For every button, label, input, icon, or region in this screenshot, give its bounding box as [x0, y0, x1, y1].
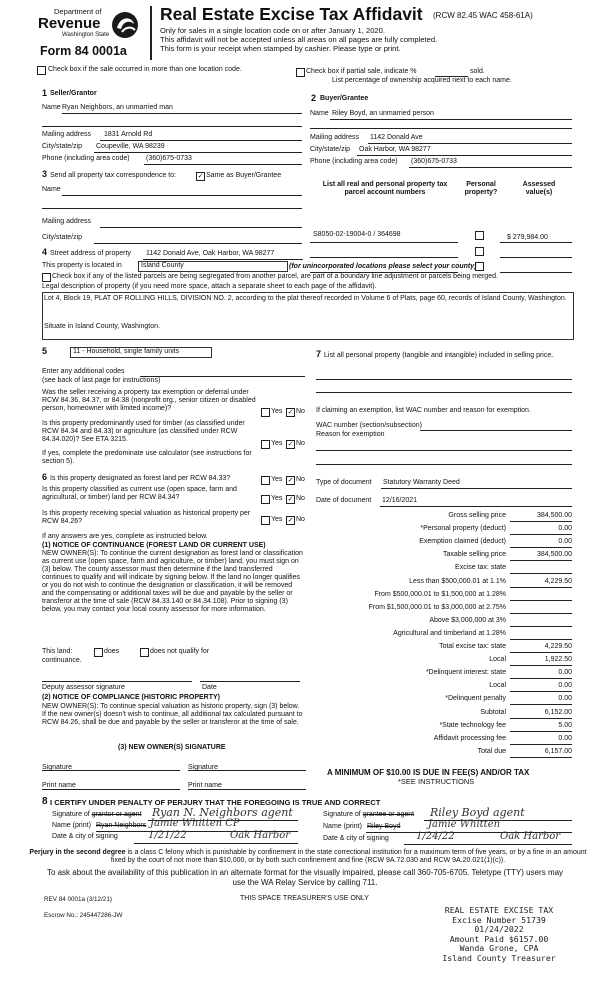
buyer-phone-line [409, 167, 572, 168]
legal-description-label: Legal description of property (if you need more space, attach a separate sheet to each page of the affidavit). [42, 283, 377, 290]
calc-value[interactable]: 384,500.00 [536, 551, 572, 559]
calc-label: Above $3,000,000 at 3% [429, 616, 506, 624]
deputy-date-label: Date [202, 684, 217, 691]
parcel-line-2 [310, 257, 458, 258]
calc-value-line [510, 573, 572, 574]
seller-name-line [62, 113, 302, 114]
buyer-name[interactable]: Riley Boyd, an unmarried person [332, 110, 434, 117]
this-land-label: This land: [42, 648, 73, 655]
calc-label: Total excise tax: state [439, 643, 506, 650]
grantor-city[interactable]: Oak Harbor [230, 830, 291, 841]
grantee-date[interactable]: 1/24/22 [416, 831, 455, 842]
grantee-signature[interactable]: Riley Boyd agent [430, 806, 525, 819]
stamp-line: Excise Number 51739 [452, 914, 546, 925]
header-line-3: This form is your receipt when stamped by cashier. Please type or print. [160, 44, 401, 53]
additional-codes-label: Enter any additional codes [42, 368, 125, 375]
stamp-line: 01/24/2022 [474, 924, 524, 934]
grantee-city[interactable]: Oak Harbor [500, 831, 561, 842]
grantee-date-label: Date & city of signing [323, 835, 389, 842]
logo-state: Washington State [62, 32, 110, 38]
buyer-city[interactable]: Oak Harbor, WA 98277 [359, 146, 431, 153]
calc-value[interactable]: 384,500.00 [536, 512, 572, 519]
header-line-2: This affidavit will not be accepted unless all areas on all pages are fully completed. [160, 35, 438, 44]
sec3-name-line-2 [42, 208, 302, 209]
legal-description-situate: Situate in Island County, Washington. [44, 323, 160, 330]
personal-property-list-label: List all personal property (tangible and intangible) included in selling price. [324, 352, 554, 359]
treasurer-only: THIS SPACE TREASURER'S USE ONLY [240, 895, 369, 902]
sec5-q2-yes-label: Yes [271, 440, 283, 447]
calc-value-line [510, 731, 572, 732]
calc-value-line [510, 626, 572, 627]
deputy-date-line [200, 681, 300, 682]
logo-name: Revenue [38, 15, 101, 32]
seller-city-line [94, 152, 302, 153]
parcel-line-1 [310, 242, 458, 243]
calc-value-line [510, 587, 572, 588]
calc-value-line [510, 691, 572, 692]
sec3-mailing-label: Mailing address [42, 218, 92, 225]
sec6-q1-yes-label: Yes [271, 476, 283, 483]
sec3-name-label: Name [42, 186, 61, 193]
calc-label: *Delinquent interest: state [425, 669, 506, 677]
calc-value[interactable]: 5.00 [558, 721, 572, 729]
same-as-buyer-label: Same as Buyer/Grantee [206, 172, 282, 179]
calc-value-line [510, 757, 572, 758]
stamp-line: Island County Treasurer [442, 952, 556, 963]
ownership-note: List percentage of ownership acquired next to each name. [332, 77, 512, 84]
notice1-title: (1) NOTICE OF CONTINUANCE (FOREST LAND OR CURRENT USE) [42, 542, 266, 549]
county-select[interactable]: Island County [138, 261, 288, 272]
grantee-sig-strike: grantee or agent [362, 811, 415, 818]
calc-label: Exemption claimed (deduct) [419, 538, 506, 546]
calc-label: Gross selling price [448, 512, 506, 519]
calc-value-line [510, 534, 572, 535]
stamp-line: REAL ESTATE EXCISE TAX [444, 905, 554, 915]
buyer-name-line [330, 119, 572, 120]
personal-property-checkbox-1[interactable] [475, 231, 484, 240]
legal-description-box[interactable] [42, 292, 574, 340]
county-note: (for unincorporated locations please select your county) [289, 263, 477, 270]
sec5-q1-no-label: No [296, 408, 305, 415]
sec5-q2-no-label: No [296, 440, 305, 447]
sec6-q1: Is this property designated as forest land per RCW 84.33? [50, 475, 231, 482]
see-back-note: (see back of last page for instructions) [42, 377, 161, 384]
sec6-q1-no-label: No [296, 476, 305, 483]
notice2-body: NEW OWNER(S): To continue special valuation as historic property, sign (3) below. If the new owner(s) doesn't wish to continue, all additional tax calculated pursuant to RCW 84.26, shall be due and payable by the seller or transferor at the time of sale. [42, 703, 303, 726]
land-does-not-label: does not qualify for [150, 648, 210, 655]
multi-location-checkbox[interactable] [37, 66, 46, 75]
land-use-code-select[interactable]: 11 - Household, single family units [70, 347, 212, 358]
assessed-line-1 [500, 242, 572, 243]
seller-name-line-2 [42, 126, 302, 127]
calc-label: *State technology fee [439, 721, 506, 729]
land-does-checkbox[interactable] [94, 648, 103, 657]
assessed-line-2 [500, 257, 572, 258]
sec6-q2-yes-checkbox[interactable] [261, 495, 270, 504]
owner-print-label-2: Print name [188, 782, 222, 789]
section-2-number: 2 [311, 93, 317, 103]
notice2-title: (2) NOTICE OF COMPLIANCE (HISTORIC PROPERTY) [42, 694, 220, 701]
calc-value-line [510, 678, 572, 679]
seller-phone-label: Phone (including area code) [42, 155, 130, 162]
parcel-number[interactable]: S8050-02-19004-0 / 364698 [313, 231, 401, 238]
calc-value-line [510, 744, 572, 745]
notice3-title: (3) NEW OWNER(S) SIGNATURE [118, 744, 226, 751]
certify-title: I CERTIFY UNDER PENALTY OF PERJURY THAT THE FOREGOING IS TRUE AND CORRECT [50, 798, 381, 807]
land-does-not-checkbox[interactable] [140, 648, 149, 657]
sec3-name-line [62, 195, 302, 196]
buyer-mailing-label: Mailing address [310, 134, 360, 141]
sec3-city-label: City/state/zip [42, 234, 83, 241]
grantee-print-name[interactable]: Jamie Whitten [428, 819, 501, 830]
buyer-heading: Buyer/Grantee [320, 95, 369, 102]
reason-line-1 [316, 450, 572, 451]
doc-date-label: Date of document [316, 497, 372, 504]
calc-value-line [510, 560, 572, 561]
calc-value-line [510, 639, 572, 640]
doc-type[interactable]: Statutory Warranty Deed [383, 479, 460, 486]
sec5-q1-yes-label: Yes [271, 408, 283, 415]
grantee-print-strike: Riley Boyd [367, 823, 401, 830]
seller-name-label: Name [42, 104, 61, 111]
seller-name[interactable]: Ryan Neighbors, an unmarried man [62, 104, 173, 111]
calc-label: Less than $500,000.01 at 1.1% [409, 577, 506, 585]
calc-label: Excise tax: state [455, 564, 506, 572]
calc-value[interactable]: 6,157.00 [544, 747, 572, 755]
see-instructions: *SEE INSTRUCTIONS [398, 777, 475, 786]
owner-print-label-1: Print name [42, 782, 76, 789]
sec5-if-yes: If yes, complete the predominate use calculator (see instructions for section 5). [42, 450, 252, 465]
seller-city-label: City/state/zip [42, 143, 83, 150]
calc-label: Total due [477, 747, 506, 755]
grantee-date-line [404, 844, 572, 845]
send-tax-label: Send all property tax correspondence to: [50, 172, 177, 179]
perjury-notice [28, 849, 588, 865]
sec6-if-any: If any answers are yes, complete as instructed below. [42, 533, 208, 540]
minimum-due-note: A MINIMUM OF $10.00 IS DUE IN FEE(S) AND/OR TAX [327, 768, 530, 777]
calc-value[interactable]: 0.00 [558, 669, 572, 677]
calc-value-line [510, 652, 572, 653]
form-number: Form 84 0001a [40, 44, 127, 58]
assessed-value-header: Assessed value(s) [522, 181, 556, 196]
seller-mailing[interactable]: 1831 Arnold Rd [104, 131, 153, 138]
doc-type-line [381, 488, 572, 489]
sec6-q3-yes-checkbox[interactable] [261, 516, 270, 525]
treasurer-stamp [424, 906, 574, 963]
buyer-mailing[interactable]: 1142 Donald Ave [370, 134, 423, 141]
sec5-q1: Was the seller receiving a property tax exemption or deferral under RCW 84.36, 84.37, or 84.38 (nonprofit org., senior citizen or disabled person, homeowner with limited income)? [42, 389, 256, 412]
doc-date[interactable]: 12/16/2021 [382, 497, 418, 504]
seller-city[interactable]: Coupeville, WA 98239 [96, 143, 165, 150]
owner-signature-label-2: Signature [188, 764, 218, 771]
calc-value[interactable]: 0.00 [558, 538, 572, 546]
sec6-q2-no-label: No [296, 495, 305, 502]
buyer-mailing-line [368, 143, 572, 144]
personal-property-line-1 [316, 379, 572, 380]
calc-value[interactable]: 6,152.00 [544, 708, 572, 716]
reason-label: Reason for exemption [316, 431, 385, 438]
perjury-text: is a class C felony which is punishable by confinement in the state correctional institution for a maximum term of five years, or by a fine in an amount fixed by the court of not more than $10,000, or by both such confinement and fine (RCW 9A.72.030 and RCW 9A.20.021(1)(c)). [110, 849, 587, 864]
seller-mailing-label: Mailing address [42, 131, 92, 138]
seller-phone[interactable]: (360)675-0733 [146, 155, 192, 162]
calc-value[interactable]: 4,229.50 [544, 643, 572, 650]
seller-mailing-line [100, 140, 302, 141]
partial-sale-checkbox[interactable] [296, 68, 305, 77]
grantor-print-label: Name (print) [52, 822, 91, 829]
grantor-date[interactable]: 1/21/22 [148, 830, 187, 841]
stamp-line: Wanda Grone, CPA [459, 943, 539, 953]
stamp-line: Amount Paid $6157.00 [449, 933, 549, 944]
calc-value[interactable]: 0.00 [558, 695, 572, 703]
logo-dept: Department of [54, 7, 102, 16]
section-6-number: 6 [42, 472, 48, 482]
deputy-signature-label: Deputy assessor signature [42, 684, 125, 691]
section-1-number: 1 [42, 88, 48, 98]
sec6-q1-yes-checkbox[interactable] [261, 476, 270, 485]
calc-label: From $500,000.01 to $1,500,000 at 1.28% [374, 590, 506, 598]
sec6-q2: Is this property classified as current use (open space, farm and agricultural, or timber) land per RCW 84.34? [42, 486, 237, 501]
grantor-date-label: Date & city of signing [52, 833, 118, 840]
header-line-1: Only for sales in a single location code on or after January 1, 2020. [160, 26, 385, 35]
wac-claim-label: If claiming an exemption, list WAC number and reason for exemption. [316, 407, 531, 414]
section-3-number: 3 [42, 169, 48, 179]
form-title: Real Estate Excise Tax Affidavit [160, 4, 423, 24]
sec6-q2-yes-label: Yes [271, 495, 283, 502]
rev-number: REV 84 0001a (3/12/21) [44, 896, 112, 903]
personal-property-header: Personal property? [464, 181, 498, 196]
section-7-number: 7 [316, 349, 322, 359]
assessed-value-1[interactable]: $ 279,984.00 [507, 234, 548, 241]
perjury-bold: Perjury in the second degree [29, 849, 126, 856]
sold-label: sold. [470, 68, 485, 75]
buyer-city-line [357, 155, 572, 156]
sec3-city-line [94, 243, 302, 244]
calc-label: *Personal property (deduct) [420, 525, 506, 533]
grantor-print-name[interactable]: Jamie Whitten CP [150, 818, 240, 829]
form-rcw: (RCW 82.45 WAC 458-61A) [433, 11, 533, 20]
calc-label: From $1,500,000.01 to $3,000,000 at 2.75% [368, 603, 506, 611]
calc-value-line [510, 600, 572, 601]
seller-phone-line [144, 164, 302, 165]
buyer-city-label: City/state/zip [310, 146, 351, 153]
street-address-line [143, 259, 303, 260]
calc-label: *Delinquent penalty [445, 695, 506, 703]
legal-description-text: Lot 4, Block 19, PLAT OF ROLLING HILLS, DIVISION NO. 2, according to the plat thereof recorded in Volume 6 of Plats, page 60, records of Island County, Washington. [44, 295, 567, 302]
calc-value-line [510, 613, 572, 614]
doc-date-line [380, 506, 572, 507]
buyer-phone-label: Phone (including area code) [310, 158, 398, 165]
calc-value[interactable]: 1,922.50 [544, 656, 572, 664]
grantor-date-line [134, 843, 298, 844]
header-divider [150, 6, 152, 60]
sec5-q2-no-checkbox[interactable]: ✓ [287, 441, 294, 448]
grantor-sig-label: Signature of grantor or agent [52, 811, 142, 818]
multi-location-label: Check box if the sale occurred in more than one location code. [48, 66, 242, 73]
sec6-q3-yes-label: Yes [271, 516, 283, 523]
street-address-label: Street address of property [50, 250, 131, 257]
located-in-label: This property is located in [42, 262, 122, 269]
calc-label: Affidavit processing fee [433, 734, 506, 742]
buyer-name-line-2 [310, 128, 572, 129]
grantor-sig-strike: grantor or agent [91, 811, 142, 818]
sec3-mailing-line [100, 227, 302, 228]
buyer-phone[interactable]: (360)675-0733 [411, 158, 457, 165]
deputy-signature-line [42, 681, 192, 682]
partial-sale-label: Check box if partial sale, indicate % [306, 68, 417, 75]
sec6-q3-no-checkbox[interactable]: ✓ [287, 517, 294, 524]
calc-value[interactable]: 4,229.50 [544, 577, 572, 585]
alt-format-notice: To ask about the availability of this publication in an alternate format for the visually impaired, please call 360-705-6705. Teletype (TTY) users may use the WA Relay Service by calling 711. [46, 868, 564, 887]
grantee-print-label: Name (print) [323, 823, 362, 830]
sec6-q1-no-checkbox[interactable]: ✓ [287, 477, 294, 484]
calc-value[interactable]: 0.00 [558, 525, 572, 533]
calc-value-line [510, 521, 572, 522]
grantor-signature[interactable]: Ryan N. Neighbors agent [152, 806, 293, 819]
personal-property-checkbox-2[interactable] [475, 247, 484, 256]
escrow-number: Escrow No.: 245447286-JW [44, 912, 123, 919]
segregated-label: Check box if any of the listed parcels are being segregated from another parcel, are part of a boundary line adjustment or parcels being merged. [52, 273, 498, 280]
calc-label: Subtotal [480, 708, 506, 716]
calc-label: Taxable selling price [442, 551, 506, 559]
sec6-q3-no-label: No [296, 516, 305, 523]
sec6-q3: Is this property receiving special valuation as historical property per RCW 84.26? [42, 510, 251, 525]
section-4-number: 4 [42, 247, 48, 257]
sec5-q1-yes-checkbox[interactable] [261, 408, 270, 417]
calc-value-line [510, 665, 572, 666]
calc-label: Local [489, 682, 506, 690]
wac-number-label: WAC number (section/subsection) [316, 422, 422, 429]
sec5-q2-yes-checkbox[interactable] [261, 440, 270, 449]
sec6-q2-no-checkbox[interactable]: ✓ [287, 496, 294, 503]
calc-value-line [510, 704, 572, 705]
street-address[interactable]: 1142 Donald Ave, Oak Harbor, WA 98277 [146, 250, 275, 257]
parcel-list-header: List all real and personal property tax parcel account numbers [322, 181, 448, 196]
reason-line-2 [316, 464, 572, 465]
continuance-label: continuance. [42, 657, 82, 664]
doc-type-label: Type of document [316, 479, 372, 486]
calc-label: Agricultural and timberland at 1.28% [393, 629, 506, 637]
wac-number-line [420, 430, 572, 431]
section-5-number: 5 [42, 346, 48, 356]
calc-value-line [510, 718, 572, 719]
sec5-q1-no-checkbox[interactable]: ✓ [287, 409, 294, 416]
logo-swirl-icon [108, 10, 142, 40]
section-8-number: 8 [42, 796, 48, 807]
segregated-checkbox[interactable] [42, 273, 51, 282]
grantor-print-strike: Ryan Neighbors [96, 822, 147, 829]
additional-codes-line [140, 376, 305, 377]
buyer-name-label: Name [310, 110, 329, 117]
calc-label: Local [489, 656, 506, 664]
seller-heading: Seller/Grantor [50, 90, 97, 97]
calc-value[interactable]: 0.00 [558, 734, 572, 742]
same-as-buyer-checkbox[interactable]: ✓ [197, 173, 204, 180]
notice1-body: NEW OWNER(S): To continue the current designation as forest land or classification as current use (open space, farm and agriculture, or timber) land, you must sign on (3) below. The county assessor must then determine if the land transferred continues to qualify and will indicate by signing below. If the land no longer qualifies or you do not wish to continue the designation or classification, it will be removed and the compensating or additional taxes will be due and payable by the seller or transferor at the time of sale (RCW 84.33.140 or 84.34.108). Prior to signing (3) below, you may contact your local county assessor for more information. [42, 550, 303, 613]
land-does-label: does [104, 648, 120, 655]
personal-property-line-2 [316, 392, 572, 393]
calc-value-line [510, 547, 572, 548]
sec5-q2: Is this property predominantly used for timber (as classified under RCW 84.34 and 84.33) or agriculture (as classified under RCW 84.34.020)? See ETA 3215. [42, 420, 245, 443]
grantee-sig-label: Signature of grantee or agent [323, 811, 415, 818]
calc-value[interactable]: 0.00 [558, 682, 572, 690]
owner-signature-label-1: Signature [42, 764, 72, 771]
